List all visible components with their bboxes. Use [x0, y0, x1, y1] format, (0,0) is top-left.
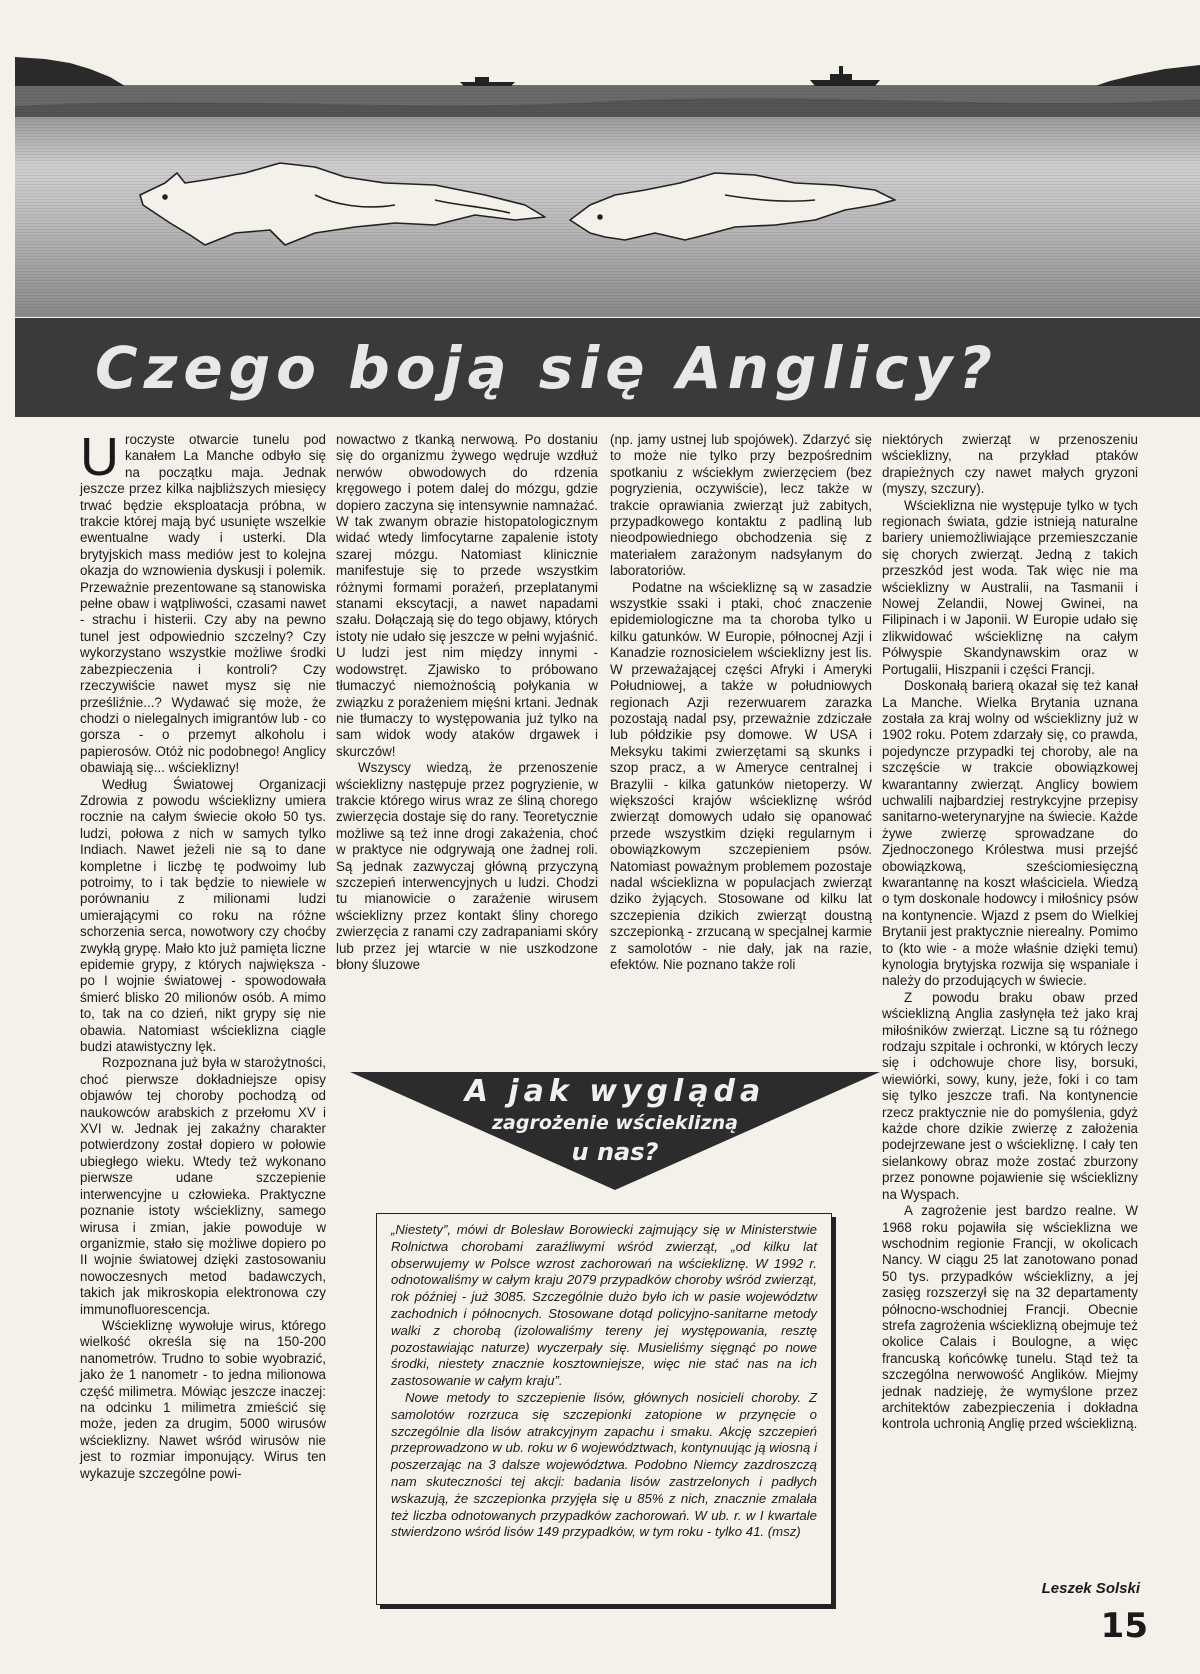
article-paragraph: (np. jamy ustnej lub spojówek). Zdarzyć się to może nie tylko przy bezpośrednim spotkaniu z wściekłym zwierzęciem (bez pogryzienia, oczywiście), lecz także w trakcie oprawiania zwierząt już zabitych, przypadkowego kontaktu z padliną lub nieodpowiedniego obchodzenia się z materiałem zarażonym nadsyłanym do laboratoriów.: [610, 432, 872, 579]
interview-paragraph: „Niestety”, mówi dr Bolesław Borowiecki zajmujący się w Ministerstwie Rolnictwa chorobami zaraźliwymi wśród zwierząt, „od kilku lat obserwujemy w Polsce wzrost zachorowań na wściekliznę. W 1992 r. odnotowaliśmy w całym kraju 2079 przypadków choroby wśród zwierząt, rok później - już 3085. Szczególnie dużo było ich w pasie województw zachodnich i północnych. Stosowane dotąd policyjno-sanitarne metody walki z chorobą (izolowaliśmy tereny jej występowania, resztę pozostawiając naturze) wyczerpały się. Musieliśmy sięgnąć po nowe środki, niestety znacznie kosztowniejsze, więc nie stać nas na ich zastosowanie w całym kraju”.: [391, 1222, 817, 1389]
article-paragraph: Uroczyste otwarcie tunelu pod kanałem La Manche odbyło się na początku maja. Jednak jeszcze przez kilka najbliższych miesięcy trwać będzie eksploatacja próbna, w trakcie której mają być usunięte wszelkie ewentualne wady i usterki. Dla brytyjskich mass mediów jest to kolejna okazja do wznowienia dyskusji i polemik. Przeważnie prezentowane są stanowiska pełne obaw i wątpliwości, czasami nawet - strachu i histerii. Czy aby na pewno tunel jest odpowiednio szczelny? Czy wykorzystano wszystkie możliwe środki zabezpieczenia i kontroli? Czy rzeczywiście nawet mysz się nie prześliźnie...? Wydawać się może, że chodzi o nielegalnych imigrantów lub - co gorsza - o przemyt alkoholu i papierosów. Otóż nic podobnego! Anglicy obawiają się... wścieklizny!: [80, 427, 326, 776]
author-byline: Leszek Solski: [1041, 1580, 1140, 1597]
article-paragraph: Doskonałą barierą okazał się też kanał La Manche. Wielka Brytania uznana została za kraj wolny od wścieklizny już w 1902 roku. Potem zdarzały się, co prawda, pojedyncze przypadki tej choroby, ale na szczęście w trakcie obowiązkowej kwarantanny zwierząt. Anglicy bowiem uchwalili najbardziej restrykcyjne przepisy sanitarno-weterynaryjne na świecie. Każde żywe zwierzę sprowadzane do Zjednoczonego Królestwa musi przejść obowiązkową, sześciomiesięczną kwarantannę na koszt właściciela. Wiedzą o tym doskonale hodowcy i miłośnicy psów na kontynencie. Wjazd z psem do Wielkiej Brytanii jest praktycznie nierealny. Pomimo to (kto wie - a może właśnie dzięki temu) kynologia brytyjska rozwija się wspaniale i należy do przodujących w świecie.: [882, 678, 1138, 989]
article-paragraph: nowactwo z tkanką nerwową. Po dostaniu się do organizmu żywego wędruje wzdłuż nerwów obwodowych do rdzenia kręgowego i potem dalej do mózgu, gdzie dopiero zaczyna się intensywnie namnażać. W tak zwanym obrazie histopatologicznym widać wtedy limfocytarne zapalenie istoty szarej mózgu. Natomiast klinicznie manifestuje się to przede wszystkim różnymi formami porażeń, przeplatanymi stanami ekscytacji, a nawet napadami szału. Dołączają się do tego objawy, których istoty nie udało się jeszcze w pełni wyjaśnić. U ludzi jest nim między innymi - wodowstręt. Zjawisko to próbowano tłumaczyć niemożnością połykania w związku z porażeniem mięśni krtani. Jednak nie tłumaczy to występowania już tylko na sam widok wody ataków drgawek i skurczów!: [336, 432, 598, 759]
article-paragraph: Wściekliznę wywołuje wirus, którego wielkość określa się na 150-200 nanometrów. Trudno to sobie wyobrazić, jako że 1 nanometr - to jedna milionowa część milimetra. Mówiąc jeszcze inaczej: na odcinku 1 milimetra zmieścić się może, jeden za drugim, 5000 wirusów wścieklizny. Nawet wśród wirusów nie jest to rozmiar imponujący. Wirus ten wykazuje szczególne powi-: [80, 1317, 326, 1481]
interview-paragraph: Nowe metody to szczepienie lisów, głównych nosicieli choroby. Z samolotów rozrzuca się szczepionki zatopione w przynęcie o szczególnie dla lisów atrakcyjnym zapachu i smaku. Akcję szczepień przeprowadzono w ub. roku w 6 województwach, kontynuując ją wiosną i poszerzając na 3 dalsze województwa. Podobno Niemcy zazdroszczą nam skuteczności tej akcji: badania lisów zastrzelonych i padłych wskazują, że szczepionka przyjęła się u 85% z nich, znacznie zmalała też liczba odnotowanych przypadków zachorowań. W ub. r. w I kwartale stwierdzono wśród lisów 149 przypadków, w tym roku - tylko 41. (msz): [391, 1389, 817, 1540]
page-title: Czego boją się Anglicy?: [95, 334, 999, 402]
article-paragraph: A zagrożenie jest bardzo realne. W 1968 roku pojawiła się wścieklizna we wschodnim regionie Francji, w okolicach Nancy. W ciągu 25 lat zanotowano ponad 50 tys. przypadków wścieklizny, a jej zasięg rozszerzył się na 32 departamenty północno-wschodniej Francji. Obecnie strefa zagrożenia wścieklizną obejmuje też okolice Calais i Boulogne, a więc francuską końcówkę tunelu. Stąd też ta szczególna nerwowość Anglików. Miejmy jednak nadzieję, że wymyślone przez architektów zabezpieczenia i dokładna kontrola uchronią Anglię przed wścieklizną.: [882, 1203, 1138, 1432]
sidebar-heading-line1: A jak wygląda: [464, 1074, 766, 1109]
article-paragraph: niektórych zwierząt w przenoszeniu wścieklizny, na przykład ptaków drapieżnych czy nawet małych gryzoni (myszy, szczury).: [882, 432, 1138, 497]
sidebar-heading-line2: zagrożenie wścieklizną: [492, 1112, 738, 1134]
article-column-2: [336, 432, 598, 973]
article-column-3: [610, 432, 872, 973]
article-paragraph: Wścieklizna nie występuje tylko w tych regionach świata, gdzie istnieją naturalne bariery uniemożliwiające przemieszczanie się chorych zwierząt. Jedną z takich przeszkód jest woda. Tak więc nie ma wścieklizny w Australii, na Tasmanii i Nowej Zelandii, Nowej Gwinei, na Filipinach i w Japonii. W Europie udało się zlikwidować wściekliznę na całym Półwyspie Skandynawskim oraz w Portugalii, Hiszpanii i części Francji.: [882, 497, 1138, 677]
article-paragraph: Wszyscy wiedzą, że przenoszenie wścieklizny następuje przez pogryzienie, w trakcie którego wirus wraz ze śliną chorego zwierzęcia dostaje się do rany. Teoretycznie możliwe są też inne drogi zakażenia, choć w praktyce nie odgrywają one żadnej roli. Są jednak zazwyczaj główną przyczyną szczepień interwencyjnych u ludzi. Chodzi tu mianowicie o zarażenie wirusem wścieklizny przez kontakt śliny chorego zwierzęcia z ranami czy zadrapaniami skóry lub przez jej wtarcie w nie uszkodzone błony śluzowe: [336, 760, 598, 972]
sidebar-heading-line3: u nas?: [571, 1138, 659, 1166]
article-paragraph: Rozpoznana już była w starożytności, choć pierwsze dokładniejsze opisy objawów tej choroby pochodzą od naukowców arabskich z przełomu XV i XVI w. Jednak jej zakaźny charakter potwierdzony został dopiero w połowie ubiegłego wieku. Wtedy też wykonano pierwsze udane szczepienie interwencyjne u człowieka. Praktyczne poznanie istoty wścieklizny, samego wirusa i zmian, jakie powoduje w organizmie, stało się możliwe dopiero po II wojnie światowej dzięki zastosowaniu nowoczesnych metod badawczych, takich jak mikroskopia elektronowa czy immunofluorescencja.: [80, 1055, 326, 1317]
sidebar-heading: [350, 1072, 880, 1190]
interview-box: [376, 1213, 832, 1605]
drop-cap: U: [80, 427, 119, 487]
article-column-1: [80, 427, 326, 1482]
article-column-4: [882, 432, 1138, 1433]
interview-text: [391, 1222, 817, 1541]
article-paragraph: Z powodu braku obaw przed wścieklizną Anglia zasłynęła też jako kraj miłośników zwierząt. Liczne są tu różnego rodzaju szpitale i ochronki, w których leczy się i odchowuje chore lisy, borsuki, wiewiórki, sowy, kuny, jeże, foki i co tam się tylko jeszcze trafi. Na kontynencie rzecz praktycznie nie do pomyślenia, gdyż każde chore dzikie zwierzę z założenia podejrzewane jest o wściekliznę. I cały ten sielankowy obraz może zostać zburzony przez ponowne pojawienie się wścieklizny na Wyspach.: [882, 989, 1138, 1202]
article-paragraph: Podatne na wściekliznę są w zasadzie wszystkie ssaki i ptaki, choć znaczenie epidemiologiczne ma ta choroba tylko u kilku gatunków. W Europie, północnej Azji i Kanadzie roznosicielem wścieklizny jest lis. W przeważającej części Afryki i Ameryki Południowej, a także w południowych regionach Azji rezerwuarem zarazka pozostają nadal psy, przeważnie zdziczałe lub półdzikie psy domowe. W USA i Meksyku takimi zwierzętami są skunks i szop pracz, a w Ameryce centralnej i Brazylii - kilka gatunków nietoperzy. W większości krajów wściekliznę wśród zwierząt domowych udało się opanować przede wszystkim dzięki regularnym i obowiązkowym szczepieniem psów. Natomiast poważnym problemem pozostaje nadal wścieklizna w populacjach zwierząt dziko żyjących. Stosowane od kilku lat szczepienia dzikich zwierząt doustną szczepionką - zrzucaną w specjalnej karmie z samolotów - nie dały, jak na razie, efektów. Nie poznano także roli: [610, 579, 872, 972]
article-paragraph: Według Światowej Organizacji Zdrowia z powodu wścieklizny umiera rocznie na całym świecie około 50 tys. ludzi, połowa z nich w samych tylko Indiach. Nawet jeżeli nie są to dane kompletne i liczbę tę podwoimy lub potroimy, to i tak będzie to niewiele w porównaniu z milionami ludzi umierającymi co roku na różne schorzenia serca, nowotwory czy choćby zwykłą grypę. Mało kto już pamięta liczne epidemie grypy, z których największa - po I wojnie światowej - spowodowała śmierć blisko 20 milionów osób. A mimo to, tak na co dzień, nikt grypy się nie obawia. Natomiast wścieklizna ciągle budzi atawistyczny lęk.: [80, 776, 326, 1055]
page-number: 15: [1100, 1606, 1148, 1646]
